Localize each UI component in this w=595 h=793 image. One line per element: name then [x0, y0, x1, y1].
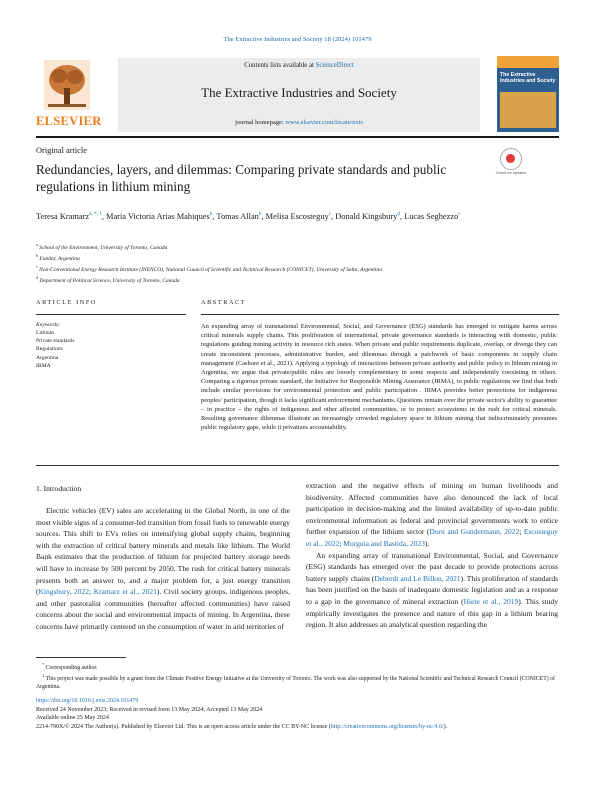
affiliation-text: Department of Political Science, University of Toronto, Canada	[38, 277, 180, 284]
author-affiliation-marker[interactable]: a, *, 1	[89, 211, 102, 217]
footnote	[36, 672, 560, 691]
intro-paragraph-continued	[306, 480, 558, 550]
affiliation-list	[36, 241, 556, 285]
keyword: IRMA	[36, 362, 51, 369]
author-name[interactable]: Tomas Allan	[216, 211, 259, 221]
abstract-bottom-rule	[36, 465, 559, 466]
keyword: Private standards	[36, 338, 75, 345]
affiliation-marker: a	[36, 242, 38, 247]
article-info-label: ARTICLE INFO	[36, 299, 97, 306]
keyword: Regulations	[36, 346, 63, 353]
author-name[interactable]: Teresa Kramarz	[36, 211, 90, 221]
body-text: ;	[519, 527, 524, 537]
license-prefix: 2214-790X/© 2024 The Author(s). Published by Elsevier Ltd. This is an open access article under the CC BY-NC license (	[36, 723, 331, 730]
author-affiliation-marker[interactable]: c	[458, 211, 461, 217]
check-updates-label: Check for updates	[495, 171, 527, 175]
abstract-text: An expanding array of transnational Environmental, Social, and Governance (ESG) standards has emerged to mitigate harms across critical minerals supply chains. This proliferation of international, private governance standards is interacting with domestic, public regulations guiding mining activity in resource rich states. When private and public requirements duplicate, overlap, or diverge they can create inconsistent processes, administrative burden, and dilemmas through a patchwork of basic components in supply chain management (Cashore et al., 2021). Applying a typology of interactions between private authority and public policy to lithium mining in Argentina, we argue that private/public rules are loosely complementary in some respects and independently coexisting in others. Comparing a rigorous private standard, the Initiative for Responsible Mining Assurance (IRMA), to public regulations we find that both include similar provisions for environmental protection and public participation . IRMA provides better protections for indigenous peoples' participation, though it lacks significant enforcement mechanisms. Questions remain over the private sector's ability to guarantee – in practice – the rights of indigenous and other affected communities, or to protect ecosystems in the rush for critical minerals. Resulting governance dilemmas illustrate an increasingly crowded regulatory space in lithium mining that indiscriminately presumes public regulatory gaps, while it privatizes accountability.	[201, 323, 557, 432]
author-affiliation-marker[interactable]: b	[209, 211, 213, 217]
footnote-marker: 1	[42, 673, 45, 679]
author-affiliation-marker[interactable]: c	[328, 211, 332, 217]
affiliation-marker: b	[36, 253, 38, 259]
body-text: ). This study empirically investigates the presence and nature of this gap in a lithium bearing region. It also addresses an analytical question regarding the	[306, 596, 558, 630]
body-text: ;	[339, 538, 344, 548]
affiliation-text: Non-Conventional Energy Research Institute (INENCO), National Council of Scientific and Technical Research (CONICET), University of Salta, Argentina	[37, 266, 382, 273]
article-type: Original article	[36, 146, 87, 155]
license-suffix: ).	[443, 723, 448, 730]
doi-link[interactable]: https://doi.org/10.1016/j.exis.2024.101479	[36, 698, 139, 704]
journal-title: The Extractive Industries and Society	[201, 85, 397, 100]
article-meta	[36, 697, 560, 731]
author-affiliation-marker[interactable]: d	[397, 211, 400, 217]
author-list: Teresa Kramarz$^{a, *, 1}$, Maria Victoria Arias Mahiques$^b$, Tomas Allan$^b$, Melisa Escosteguy$^c$, Donald Kingsbury$^d$, Lucas Seghezzo$^c$	[36, 211, 461, 221]
journal-citation[interactable]: The Extractive Industries and Society 18 (2024) 101479	[223, 36, 372, 43]
section-heading-introduction: 1. Introduction	[36, 484, 82, 493]
affiliation-marker: d	[36, 275, 38, 281]
body-text: Electric vehicles (EV) sales are accelerating in the Global North, in one of the most visible signs of a consumer-led transition from fossil fuels to renewable energy sources. This shift to EVs relies on intensifying global supply chains, beginning with the extraction of critical battery minerals and metals like lithium. The World Bank estimates that the production of lithium for projected battery storage needs will have to increase by 500 percent by 2050. The rush for critical battery minerals presents both an answer to, and a major problem for, a just energy transition (	[36, 506, 290, 597]
intro-paragraph-2	[306, 550, 558, 631]
affiliation	[36, 241, 556, 252]
header-rule	[36, 136, 559, 138]
intro-column-2	[306, 480, 558, 631]
keyword: Argentina	[36, 354, 59, 361]
sciencedirect-link[interactable]: ScienceDirect	[315, 62, 354, 69]
body-text: extraction and the negative effects of mining on human livelihoods and biodiversity. Affected communities have also denounced the lack of local participation in decision-making and the limited availability of up-to-date public environmental information as federal and provincial governments work to entice further expansion of the lithium sector (	[306, 481, 558, 537]
elsevier-logo[interactable]	[36, 58, 102, 132]
abstract-label: ABSTRACT	[201, 299, 247, 306]
citation-link[interactable]: Deberdt and Le Billon, 2021	[374, 573, 461, 583]
keyword: Lithium	[36, 330, 55, 336]
footnotes	[36, 661, 560, 691]
abstract-rule	[201, 314, 559, 315]
body-text: An expanding array of transnational Environmental, Social, and Governance (ESG) standards has emerged over the past decade to provide protections across battery supply chains (	[306, 550, 558, 583]
check-updates-dot-icon	[506, 154, 515, 163]
homepage-prefix: journal homepage:	[235, 119, 286, 126]
citation-link[interactable]: Escosteguy et al., 2022	[306, 527, 558, 548]
affiliation-text: Fundar, Argentina	[38, 255, 80, 262]
citation-link[interactable]: Hiete et al., 2019	[463, 596, 519, 606]
keywords-label: Keywords:	[36, 322, 61, 328]
affiliation	[36, 263, 556, 274]
body-text: ;	[89, 587, 94, 597]
citation-link[interactable]: Kramarz et al., 2021	[93, 587, 157, 597]
cover-title: The Extractive Industries and Society	[500, 72, 556, 84]
author-affiliation-marker[interactable]: b	[258, 211, 262, 217]
intro-column-1	[36, 505, 290, 633]
available-online: Available online 25 May 2024	[36, 715, 109, 722]
check-for-updates-badge[interactable]	[495, 148, 527, 182]
citation-link[interactable]: Kingsbury, 2022	[38, 587, 90, 597]
footnote-text: This project was made possible by a grant from the Climate Positive Energy Initiative at the University of Toronto. The work was also supported by the National Scientific and Technical Research Council (CONICET) of Argentina.	[36, 676, 555, 691]
license-statement	[36, 723, 560, 732]
author-name[interactable]: Donald Kingsbury	[335, 211, 398, 221]
cover-band	[497, 56, 559, 68]
affiliation	[36, 274, 556, 285]
license-link[interactable]: http://creativecommons.org/licenses/by-nc/4.0/	[330, 723, 444, 730]
footnote	[36, 661, 560, 672]
contents-line	[118, 62, 480, 69]
footnote-text: Corresponding author.	[44, 664, 98, 671]
elsevier-tree-icon	[44, 60, 90, 110]
affiliation-marker: c	[36, 264, 38, 270]
journal-cover-thumbnail[interactable]	[497, 56, 559, 132]
affiliation	[36, 252, 556, 263]
footnote-marker: *	[42, 662, 45, 667]
keywords-list	[36, 329, 74, 370]
body-text: ).	[424, 538, 430, 548]
article-info-rule	[36, 314, 186, 315]
article-title: Redundancies, layers, and dilemmas: Comparing private standards and public regulations in lithium mining	[36, 162, 447, 194]
contents-prefix: Contents lists available at	[244, 62, 316, 69]
body-text: ). Civil society groups, indigenous peoples, and other pastoralist communities (hereafter affected communities) have raised concerns about the social and environmental impacts of mining. In Argentina, these concerns have primarily centered on the consumption of water in arid territories of	[36, 587, 290, 631]
body-text: ). This proliferation of standards has been justified on the basis of inadequate domestic legislation and as a response to a gap in the governance of mineral extraction (	[306, 573, 559, 606]
elsevier-wordmark: ELSEVIER	[36, 114, 102, 128]
footnote-rule	[36, 657, 126, 658]
author-name[interactable]: Maria Victoria Arias Mahiques	[106, 211, 210, 221]
citation-link[interactable]: Dorn and Gundermann, 2022	[429, 527, 520, 537]
homepage-line	[118, 119, 480, 126]
author-name[interactable]: Melisa Escosteguy	[265, 211, 329, 221]
author-name[interactable]: Lucas Seghezzo	[404, 211, 459, 221]
cover-image	[500, 92, 556, 128]
homepage-link[interactable]: www.elsevier.com/locate/exis	[285, 119, 363, 126]
received-dates: Received 24 November 2023; Received in revised form 13 May 2024; Accepted 13 May 2024	[36, 706, 263, 713]
citation-link[interactable]: Murguia and Bastida, 2023	[343, 538, 425, 548]
affiliation-text: School of the Environment, University of Toronto, Canada	[37, 244, 168, 251]
